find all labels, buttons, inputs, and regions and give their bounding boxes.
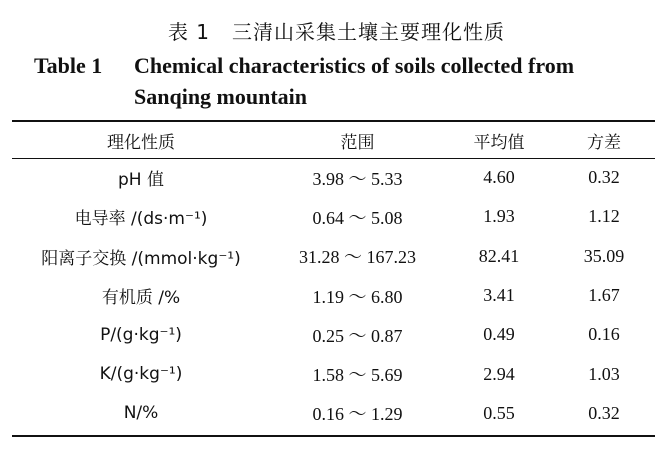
cell-mean: 0.49 xyxy=(483,324,515,345)
column-header-range: 范围 xyxy=(340,132,375,153)
cell-mean: 0.55 xyxy=(483,402,515,423)
soil-properties-table xyxy=(12,122,655,433)
table-number-cn: 表 1 xyxy=(167,20,211,44)
table-caption-chinese xyxy=(0,16,667,45)
cell-variance: 1.67 xyxy=(588,285,620,306)
table-row xyxy=(12,394,655,433)
table-bottom-rule xyxy=(12,435,655,437)
cell-property: pH 值 xyxy=(118,170,164,191)
cell-range: 0.25 ～ 0.87 xyxy=(312,325,403,346)
table-title-en-line2: Sanqing mountain xyxy=(134,84,308,109)
cell-property: 有机质 /% xyxy=(101,288,181,309)
table-row xyxy=(12,315,655,354)
cell-range: 1.19 ～ 6.80 xyxy=(312,286,403,307)
column-header-variance: 方差 xyxy=(587,132,621,153)
table-title-en-line1: Chemical characteristics of soils collected from xyxy=(134,53,575,78)
table-row xyxy=(12,237,655,276)
cell-mean: 4.60 xyxy=(483,167,515,188)
cell-mean: 82.41 xyxy=(478,245,520,266)
cell-property: P/(g·kg⁻¹) xyxy=(100,324,182,345)
table-row xyxy=(12,197,655,236)
cell-range: 31.28 ～ 167.23 xyxy=(299,247,416,268)
table-header-row xyxy=(12,122,655,158)
cell-variance: 1.12 xyxy=(588,206,620,227)
table-row xyxy=(12,354,655,393)
cell-variance: 35.09 xyxy=(583,245,625,266)
cell-property: 电导率 /(ds·m⁻¹) xyxy=(74,209,208,230)
cell-variance: 1.03 xyxy=(588,363,620,384)
cell-variance: 0.32 xyxy=(588,167,620,188)
cell-variance: 0.32 xyxy=(588,402,620,423)
cell-mean: 3.41 xyxy=(483,285,515,306)
cell-property: K/(g·kg⁻¹) xyxy=(99,364,183,385)
cell-property: 阳离子交换 /(mmol·kg⁻¹) xyxy=(41,248,241,269)
table-number-en: Table 1 xyxy=(34,53,103,78)
cell-mean: 2.94 xyxy=(483,363,515,384)
cell-mean: 1.93 xyxy=(483,206,515,227)
cell-range: 0.16 ～ 1.29 xyxy=(312,404,403,425)
cell-variance: 0.16 xyxy=(588,324,620,345)
cell-property: N/% xyxy=(123,403,159,424)
table-title-cn: 三清山采集土壤主要理化性质 xyxy=(232,20,506,44)
cell-range: 0.64 ～ 5.08 xyxy=(312,207,403,228)
column-header-mean: 平均值 xyxy=(473,132,525,153)
cell-range: 3.98 ～ 5.33 xyxy=(312,168,403,189)
column-header-property: 理化性质 xyxy=(107,132,175,153)
table-row xyxy=(12,158,655,197)
table-caption-english xyxy=(34,50,654,112)
table-row xyxy=(12,276,655,315)
cell-range: 1.58 ～ 5.69 xyxy=(312,365,403,386)
